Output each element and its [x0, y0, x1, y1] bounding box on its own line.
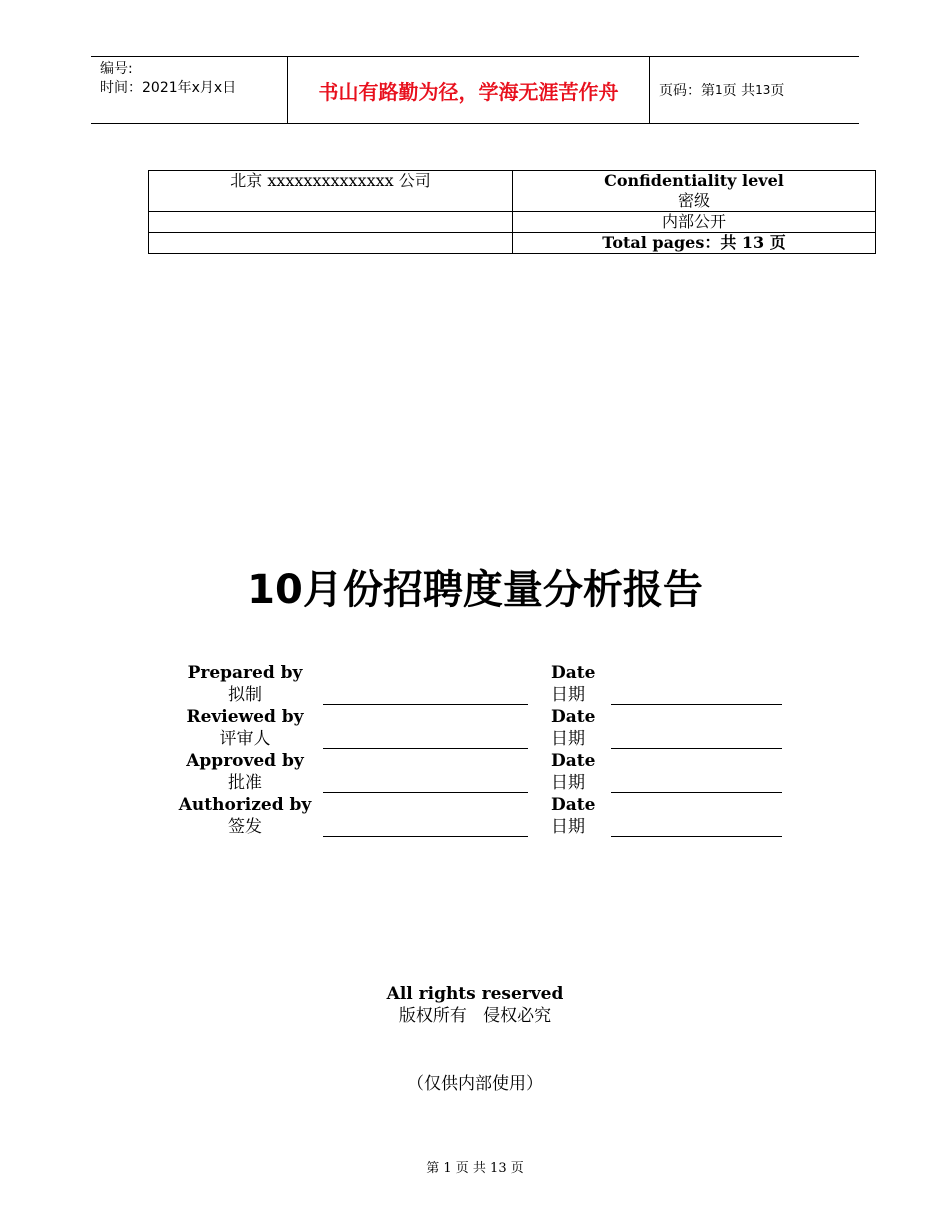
date-label	[551, 706, 611, 750]
signature-row	[0, 794, 950, 838]
signature-line	[323, 836, 528, 837]
signature-row	[0, 662, 950, 706]
confidentiality-cn: 密级	[677, 191, 710, 210]
header-meta-cell	[91, 57, 287, 123]
date-cn: 日期	[551, 729, 585, 749]
page-prefix: 页码：第	[659, 83, 715, 99]
motto-text: 书山有路勤为径，学海无涯苦作舟	[318, 79, 619, 104]
role-label	[170, 706, 320, 750]
date-en: Date	[551, 795, 596, 815]
page-footer: 第 1 页 共 13 页	[426, 1161, 524, 1176]
role-cn: 拟制	[228, 685, 262, 705]
page-header	[91, 56, 859, 124]
header-page-cell	[650, 57, 859, 123]
empty-cell	[149, 212, 513, 233]
company-name: 北京 xxxxxxxxxxxxxx 公司	[230, 171, 431, 190]
date-label	[551, 794, 611, 838]
role-label	[170, 662, 320, 706]
date-en: Date	[551, 751, 596, 771]
confidentiality-en: Confidentiality level	[604, 171, 784, 190]
signature-line	[323, 704, 528, 705]
table-row	[149, 212, 876, 233]
rights-notice	[0, 983, 950, 1027]
table-row	[149, 233, 876, 254]
level-cell	[513, 212, 876, 233]
role-en: Approved by	[186, 751, 304, 771]
role-cn: 签发	[228, 817, 262, 837]
role-en: Prepared by	[187, 663, 303, 683]
page-suffix: 页	[770, 83, 785, 99]
total-pages: Total pages：共 13 页	[602, 233, 786, 252]
date-line	[611, 704, 782, 705]
total-pages-cell	[513, 233, 876, 254]
page-mid: 页 共	[722, 83, 756, 99]
level-value: 内部公开	[661, 212, 726, 231]
signature-line	[323, 792, 528, 793]
role-cn: 批准	[228, 773, 262, 793]
number-label: 编号:	[100, 61, 133, 77]
role-label	[170, 794, 320, 838]
header-motto-cell	[287, 57, 650, 123]
role-cn: 评审人	[219, 729, 271, 749]
table-row	[149, 171, 876, 212]
date-en: Date	[551, 707, 596, 727]
role-label	[170, 750, 320, 794]
date-en: Date	[551, 663, 596, 683]
page-total: 13	[755, 83, 771, 97]
signature-line	[323, 748, 528, 749]
page-number: 1	[715, 83, 723, 97]
empty-cell	[149, 233, 513, 254]
time-label: 时间：2021年x月x日	[100, 80, 237, 96]
date-line	[611, 748, 782, 749]
internal-use-note: （仅供内部使用）	[407, 1074, 543, 1094]
date-cn: 日期	[551, 773, 585, 793]
date-cn: 日期	[551, 817, 585, 837]
company-cell	[149, 171, 513, 212]
signature-row	[0, 750, 950, 794]
cover-info-table	[148, 170, 876, 254]
date-line	[611, 792, 782, 793]
confidentiality-cell	[513, 171, 876, 212]
signature-row	[0, 706, 950, 750]
rights-en: All rights reserved	[386, 984, 564, 1004]
date-label	[551, 662, 611, 706]
date-label	[551, 750, 611, 794]
date-cn: 日期	[551, 685, 585, 705]
rights-cn: 版权所有 侵权必究	[398, 1006, 552, 1026]
date-line	[611, 836, 782, 837]
document-title: 10月份招聘度量分析报告	[247, 567, 703, 613]
role-en: Reviewed by	[186, 707, 304, 727]
role-en: Authorized by	[178, 795, 312, 815]
